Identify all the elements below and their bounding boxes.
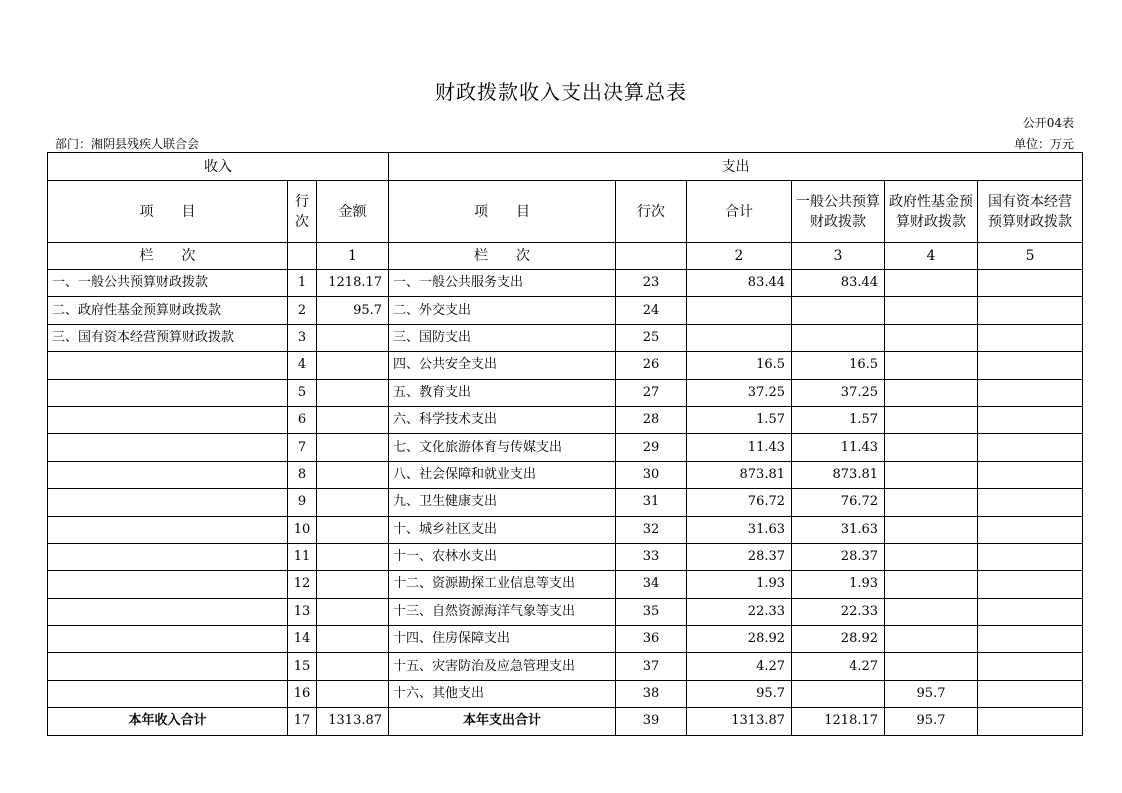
- total-header: 合计: [687, 181, 792, 243]
- expense-row-no-cell: 29: [616, 434, 687, 461]
- income-item-cell: [48, 626, 288, 653]
- income-item-cell: 一、一般公共预算财政拨款: [48, 270, 288, 297]
- fund-budget-cell: [885, 324, 978, 351]
- total-cell: [687, 297, 792, 324]
- income-row-no-cell: 10: [288, 516, 317, 543]
- expense-item-cell: 十三、自然资源海洋气象等支出: [389, 598, 616, 625]
- income-amount-cell: [317, 379, 389, 406]
- form-number: 公开04表: [1022, 116, 1074, 130]
- general-budget-cell: 16.5: [792, 352, 885, 379]
- income-item-cell: [48, 680, 288, 707]
- income-item-cell: [48, 516, 288, 543]
- table-row: [48, 571, 1083, 598]
- expense-total-sum: 1313.87: [687, 708, 792, 735]
- expense-row-no-cell: 31: [616, 489, 687, 516]
- unit-label: 单位：万元: [1013, 137, 1074, 151]
- state-capital-cell: [978, 543, 1083, 570]
- total-cell: 16.5: [687, 352, 792, 379]
- expense-row-no-cell: 36: [616, 626, 687, 653]
- income-total-amount: 1313.87: [317, 708, 389, 735]
- general-budget-cell: 28.92: [792, 626, 885, 653]
- table-row: [48, 324, 1083, 351]
- income-item-cell: [48, 379, 288, 406]
- fund-budget-cell: 95.7: [885, 680, 978, 707]
- total-cell: 4.27: [687, 653, 792, 680]
- general-budget-cell: 31.63: [792, 516, 885, 543]
- expense-row-no-cell: 25: [616, 324, 687, 351]
- table-row: [48, 270, 1083, 297]
- general-budget-cell: [792, 680, 885, 707]
- income-amount-cell: [317, 352, 389, 379]
- income-total-row-no: 17: [288, 708, 317, 735]
- income-item-cell: 二、政府性基金预算财政拨款: [48, 297, 288, 324]
- table-row: [48, 434, 1083, 461]
- income-row-no-cell: 4: [288, 352, 317, 379]
- fund-budget-cell: [885, 406, 978, 433]
- income-item-cell: 三、国有资本经营预算财政拨款: [48, 324, 288, 351]
- general-budget-cell: 83.44: [792, 270, 885, 297]
- expense-row-no-cell: 28: [616, 406, 687, 433]
- general-budget-cell: 28.37: [792, 543, 885, 570]
- fund-budget-cell: [885, 489, 978, 516]
- income-row-no-cell: 13: [288, 598, 317, 625]
- expense-item-cell: 七、文化旅游体育与传媒支出: [389, 434, 616, 461]
- total-cell: 1.57: [687, 406, 792, 433]
- fund-budget-cell: [885, 352, 978, 379]
- income-amount-cell: [317, 626, 389, 653]
- total-cell: 83.44: [687, 270, 792, 297]
- income-amount-cell: [317, 516, 389, 543]
- income-amount-cell: [317, 571, 389, 598]
- col-number-1: 1: [317, 243, 389, 270]
- expense-total-state: [978, 708, 1083, 735]
- income-row-no-cell: 9: [288, 489, 317, 516]
- table-row: [48, 680, 1083, 707]
- expense-row-no-cell: 34: [616, 571, 687, 598]
- income-item-cell: [48, 489, 288, 516]
- expense-item-cell: 十四、住房保障支出: [389, 626, 616, 653]
- expense-row-no-cell: 35: [616, 598, 687, 625]
- state-capital-cell: [978, 653, 1083, 680]
- header-row-columns: [48, 181, 1083, 243]
- table-row: [48, 352, 1083, 379]
- expense-row-no-cell: 27: [616, 379, 687, 406]
- col-number-2: 2: [687, 243, 792, 270]
- fund-budget-cell: [885, 516, 978, 543]
- total-cell: 1.93: [687, 571, 792, 598]
- state-capital-cell: [978, 297, 1083, 324]
- income-amount-cell: [317, 598, 389, 625]
- expense-row-no-cell: 30: [616, 461, 687, 488]
- income-row-no-cell: 5: [288, 379, 317, 406]
- expense-item-cell: 二、外交支出: [389, 297, 616, 324]
- fund-budget-cell: [885, 543, 978, 570]
- general-budget-header: 一般公共预算财政拨款: [792, 181, 885, 243]
- expense-row-no-cell: 26: [616, 352, 687, 379]
- state-capital-cell: [978, 571, 1083, 598]
- fund-budget-cell: [885, 297, 978, 324]
- state-capital-cell: [978, 598, 1083, 625]
- income-amount-cell: [317, 434, 389, 461]
- income-amount-cell: [317, 653, 389, 680]
- expense-total-row-no: 39: [616, 708, 687, 735]
- general-budget-cell: 1.57: [792, 406, 885, 433]
- expense-header: 支出: [389, 153, 1083, 181]
- total-cell: 31.63: [687, 516, 792, 543]
- general-budget-cell: 4.27: [792, 653, 885, 680]
- income-column-label: 栏 次: [48, 243, 288, 270]
- budget-table: [47, 152, 1083, 736]
- income-row-no-header: 行次: [288, 181, 317, 243]
- expense-row-no-cell: 33: [616, 543, 687, 570]
- fund-budget-cell: [885, 270, 978, 297]
- fund-budget-cell: [885, 461, 978, 488]
- expense-item-cell: 十、城乡社区支出: [389, 516, 616, 543]
- state-capital-cell: [978, 516, 1083, 543]
- col-number-4: 4: [885, 243, 978, 270]
- state-capital-cell: [978, 270, 1083, 297]
- expense-row-no-cell: 32: [616, 516, 687, 543]
- income-item-cell: [48, 653, 288, 680]
- expense-item-header: 项 目: [389, 181, 616, 243]
- expense-column-label: 栏 次: [389, 243, 616, 270]
- income-row-no-cell: 14: [288, 626, 317, 653]
- fund-budget-cell: [885, 379, 978, 406]
- fund-budget-cell: [885, 434, 978, 461]
- income-item-header: 项 目: [48, 181, 288, 243]
- state-capital-cell: [978, 461, 1083, 488]
- income-amount-cell: [317, 324, 389, 351]
- income-amount-cell: [317, 543, 389, 570]
- fund-budget-cell: [885, 571, 978, 598]
- total-cell: 28.92: [687, 626, 792, 653]
- report-title: 财政拨款收入支出决算总表: [435, 80, 687, 104]
- table-row: [48, 653, 1083, 680]
- table-row: [48, 379, 1083, 406]
- general-budget-cell: [792, 297, 885, 324]
- fund-budget-cell: [885, 653, 978, 680]
- expense-row-no-cell: 24: [616, 297, 687, 324]
- expense-item-cell: 十五、灾害防治及应急管理支出: [389, 653, 616, 680]
- income-row-no-cell: 15: [288, 653, 317, 680]
- income-no-blank: [288, 243, 317, 270]
- expense-row-no-cell: 37: [616, 653, 687, 680]
- income-item-cell: [48, 543, 288, 570]
- department-label: 部门：湘阴县残疾人联合会: [55, 137, 200, 151]
- expense-item-cell: 四、公共安全支出: [389, 352, 616, 379]
- income-row-no-cell: 16: [288, 680, 317, 707]
- income-amount-cell: [317, 680, 389, 707]
- expense-item-cell: 五、教育支出: [389, 379, 616, 406]
- income-row-no-cell: 12: [288, 571, 317, 598]
- table-row: [48, 461, 1083, 488]
- total-cell: 11.43: [687, 434, 792, 461]
- expense-item-cell: 六、科学技术支出: [389, 406, 616, 433]
- expense-item-cell: 十二、资源勘探工业信息等支出: [389, 571, 616, 598]
- col-number-5: 5: [978, 243, 1083, 270]
- expense-no-blank: [616, 243, 687, 270]
- table-row: [48, 516, 1083, 543]
- income-row-no-cell: 2: [288, 297, 317, 324]
- income-amount-header: 金额: [317, 181, 389, 243]
- fund-budget-cell: [885, 598, 978, 625]
- header-row-sections: [48, 153, 1083, 181]
- header-row-column-numbers: [48, 243, 1083, 270]
- general-budget-cell: 873.81: [792, 461, 885, 488]
- total-cell: [687, 324, 792, 351]
- expense-item-cell: 一、一般公共服务支出: [389, 270, 616, 297]
- state-capital-header: 国有资本经营预算财政拨款: [978, 181, 1083, 243]
- state-capital-cell: [978, 324, 1083, 351]
- income-item-cell: [48, 461, 288, 488]
- income-amount-cell: [317, 489, 389, 516]
- income-total-label: 本年收入合计: [48, 708, 288, 735]
- income-item-cell: [48, 598, 288, 625]
- general-budget-cell: 11.43: [792, 434, 885, 461]
- total-cell: 95.7: [687, 680, 792, 707]
- general-budget-cell: [792, 324, 885, 351]
- totals-row: [48, 708, 1083, 735]
- state-capital-cell: [978, 352, 1083, 379]
- expense-item-cell: 十一、农林水支出: [389, 543, 616, 570]
- expense-row-no-header: 行次: [616, 181, 687, 243]
- state-capital-cell: [978, 406, 1083, 433]
- total-cell: 873.81: [687, 461, 792, 488]
- table-row: [48, 406, 1083, 433]
- fund-budget-header: 政府性基金预算财政拨款: [885, 181, 978, 243]
- total-cell: 37.25: [687, 379, 792, 406]
- expense-item-cell: 三、国防支出: [389, 324, 616, 351]
- general-budget-cell: 1.93: [792, 571, 885, 598]
- state-capital-cell: [978, 680, 1083, 707]
- total-cell: 28.37: [687, 543, 792, 570]
- fund-budget-cell: [885, 626, 978, 653]
- income-row-no-cell: 3: [288, 324, 317, 351]
- income-row-no-cell: 7: [288, 434, 317, 461]
- general-budget-cell: 22.33: [792, 598, 885, 625]
- state-capital-cell: [978, 489, 1083, 516]
- income-row-no-cell: 6: [288, 406, 317, 433]
- table-row: [48, 543, 1083, 570]
- income-amount-cell: 1218.17: [317, 270, 389, 297]
- expense-total-general: 1218.17: [792, 708, 885, 735]
- income-item-cell: [48, 571, 288, 598]
- general-budget-cell: 76.72: [792, 489, 885, 516]
- table-row: [48, 297, 1083, 324]
- general-budget-cell: 37.25: [792, 379, 885, 406]
- table-body: [48, 153, 1083, 736]
- table-row: [48, 626, 1083, 653]
- income-row-no-cell: 1: [288, 270, 317, 297]
- expense-item-cell: 八、社会保障和就业支出: [389, 461, 616, 488]
- expense-item-cell: 九、卫生健康支出: [389, 489, 616, 516]
- table-row: [48, 489, 1083, 516]
- income-header: 收入: [48, 153, 389, 181]
- income-amount-cell: [317, 461, 389, 488]
- total-cell: 22.33: [687, 598, 792, 625]
- income-item-cell: [48, 352, 288, 379]
- income-amount-cell: [317, 406, 389, 433]
- expense-row-no-cell: 23: [616, 270, 687, 297]
- expense-row-no-cell: 38: [616, 680, 687, 707]
- col-number-3: 3: [792, 243, 885, 270]
- income-row-no-cell: 8: [288, 461, 317, 488]
- total-cell: 76.72: [687, 489, 792, 516]
- expense-total-label: 本年支出合计: [389, 708, 616, 735]
- income-amount-cell: 95.7: [317, 297, 389, 324]
- table-row: [48, 598, 1083, 625]
- income-row-no-cell: 11: [288, 543, 317, 570]
- state-capital-cell: [978, 626, 1083, 653]
- expense-total-fund: 95.7: [885, 708, 978, 735]
- income-item-cell: [48, 406, 288, 433]
- expense-item-cell: 十六、其他支出: [389, 680, 616, 707]
- state-capital-cell: [978, 434, 1083, 461]
- income-item-cell: [48, 434, 288, 461]
- state-capital-cell: [978, 379, 1083, 406]
